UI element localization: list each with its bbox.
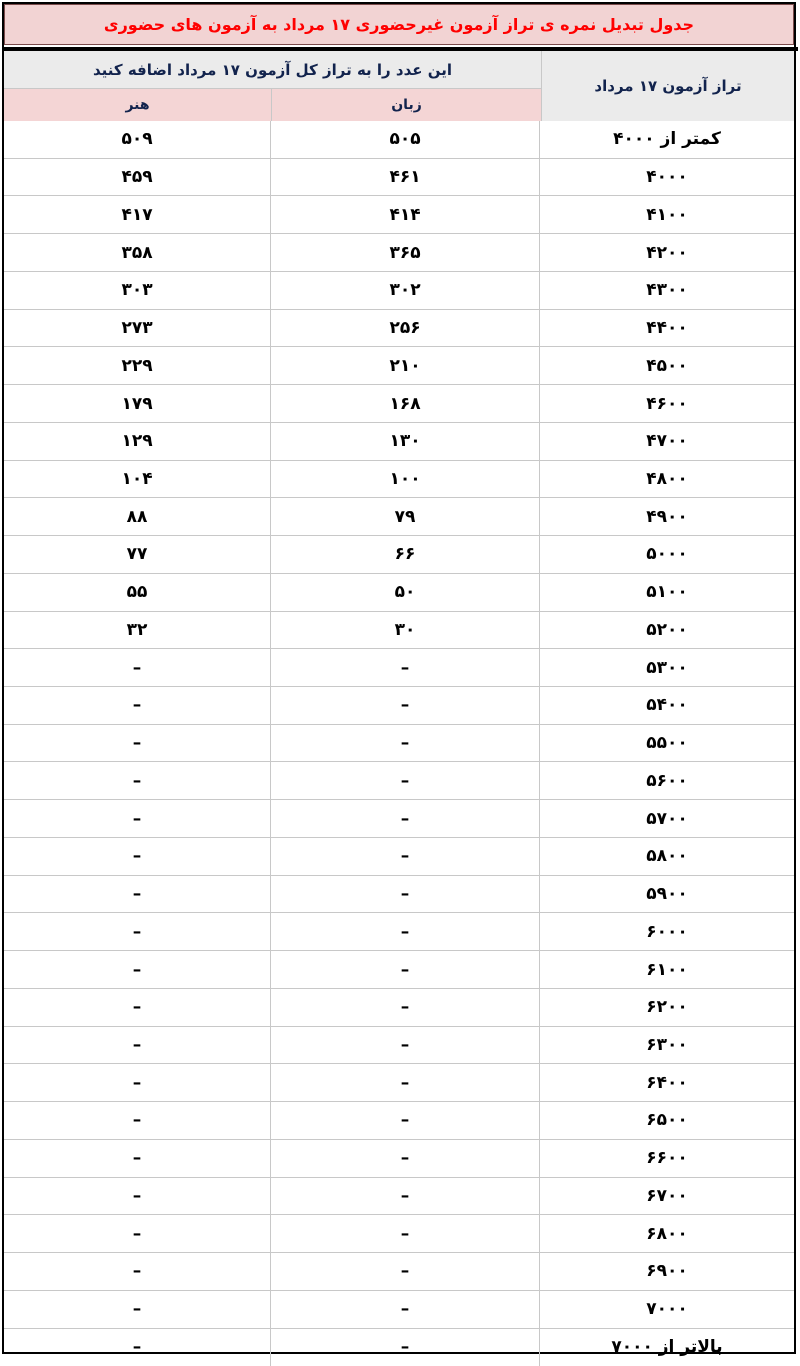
cell-lang: – <box>271 951 540 988</box>
cell-art: ۵۵ <box>4 574 271 611</box>
table-row <box>4 1253 794 1291</box>
table-row <box>4 234 794 272</box>
cell-art: – <box>4 1178 271 1215</box>
cell-art: – <box>4 800 271 837</box>
cell-lang: ۷۹ <box>271 498 540 535</box>
cell-taraz: ۴۲۰۰ <box>540 234 794 271</box>
cell-art: ۱۰۴ <box>4 461 271 498</box>
cell-art: ۴۵۹ <box>4 159 271 196</box>
cell-taraz: ۷۰۰۰ <box>540 1291 794 1328</box>
cell-art: – <box>4 1140 271 1177</box>
cell-art: ۲۷۳ <box>4 310 271 347</box>
cell-taraz: ۴۷۰۰ <box>540 423 794 460</box>
cell-taraz: ۴۰۰۰ <box>540 159 794 196</box>
cell-art: ۸۸ <box>4 498 271 535</box>
cell-lang: – <box>271 1215 540 1252</box>
header-art <box>4 89 271 121</box>
cell-taraz: ۶۱۰۰ <box>540 951 794 988</box>
table-row <box>4 1027 794 1065</box>
cell-taraz: ۵۹۰۰ <box>540 876 794 913</box>
cell-art: – <box>4 1291 271 1328</box>
conversion-table-body <box>4 121 794 1366</box>
cell-lang: ۶۶ <box>271 536 540 573</box>
table-row <box>4 800 794 838</box>
cell-lang: – <box>271 800 540 837</box>
table-row <box>4 121 794 159</box>
table-row <box>4 951 794 989</box>
cell-taraz: ۴۴۰۰ <box>540 310 794 347</box>
table-row <box>4 1215 794 1253</box>
header-lang <box>272 89 541 121</box>
cell-lang: – <box>271 913 540 950</box>
cell-lang: ۱۳۰ <box>271 423 540 460</box>
cell-lang: ۲۵۶ <box>271 310 540 347</box>
header-lang-label: زبان <box>391 97 422 113</box>
header-divider <box>541 51 542 121</box>
header-subdivider <box>271 89 272 121</box>
cell-taraz: ۴۱۰۰ <box>540 196 794 233</box>
cell-lang: – <box>271 876 540 913</box>
cell-lang: ۲۱۰ <box>271 347 540 384</box>
cell-taraz: ۶۸۰۰ <box>540 1215 794 1252</box>
cell-taraz: ۵۸۰۰ <box>540 838 794 875</box>
cell-lang: ۳۰۲ <box>271 272 540 309</box>
table-row <box>4 310 794 348</box>
table-row <box>4 1140 794 1178</box>
table-row <box>4 423 794 461</box>
cell-taraz: ۴۶۰۰ <box>540 385 794 422</box>
table-row <box>4 612 794 650</box>
cell-lang: – <box>271 687 540 724</box>
cell-lang: – <box>271 1329 540 1366</box>
cell-taraz: ۴۳۰۰ <box>540 272 794 309</box>
cell-lang: – <box>271 1064 540 1101</box>
table-row <box>4 838 794 876</box>
cell-lang: – <box>271 1178 540 1215</box>
cell-lang: – <box>271 762 540 799</box>
cell-art: ۳۰۳ <box>4 272 271 309</box>
cell-lang: – <box>271 649 540 686</box>
cell-art: – <box>4 725 271 762</box>
cell-taraz: ۵۵۰۰ <box>540 725 794 762</box>
table-row <box>4 385 794 423</box>
table-row <box>4 272 794 310</box>
cell-art: – <box>4 649 271 686</box>
cell-art: ۱۲۹ <box>4 423 271 460</box>
cell-lang: ۴۱۴ <box>271 196 540 233</box>
title-bar <box>4 4 794 45</box>
cell-lang: – <box>271 725 540 762</box>
cell-art: – <box>4 1329 271 1366</box>
cell-taraz: ۵۱۰۰ <box>540 574 794 611</box>
cell-lang: – <box>271 1027 540 1064</box>
cell-taraz: ۵۷۰۰ <box>540 800 794 837</box>
cell-taraz: ۶۹۰۰ <box>540 1253 794 1290</box>
table-row <box>4 762 794 800</box>
cell-art: – <box>4 1102 271 1139</box>
cell-lang: ۳۰ <box>271 612 540 649</box>
table-row <box>4 159 794 197</box>
cell-taraz: ۶۵۰۰ <box>540 1102 794 1139</box>
cell-lang: – <box>271 989 540 1026</box>
table-row <box>4 1102 794 1140</box>
cell-taraz: ۶۰۰۰ <box>540 913 794 950</box>
table-row <box>4 876 794 914</box>
cell-taraz: ۴۵۰۰ <box>540 347 794 384</box>
table-row <box>4 687 794 725</box>
cell-art: – <box>4 913 271 950</box>
cell-lang: – <box>271 1140 540 1177</box>
cell-art: – <box>4 1027 271 1064</box>
cell-art: – <box>4 951 271 988</box>
cell-lang: ۱۰۰ <box>271 461 540 498</box>
cell-art: ۵۰۹ <box>4 121 271 158</box>
cell-art: – <box>4 762 271 799</box>
table-row <box>4 574 794 612</box>
cell-art: ۳۲ <box>4 612 271 649</box>
cell-lang: ۱۶۸ <box>271 385 540 422</box>
cell-lang: ۵۰۵ <box>271 121 540 158</box>
cell-taraz: ۶۲۰۰ <box>540 989 794 1026</box>
cell-taraz: ۵۰۰۰ <box>540 536 794 573</box>
table-row <box>4 1178 794 1216</box>
cell-lang: – <box>271 1102 540 1139</box>
cell-taraz: ۵۴۰۰ <box>540 687 794 724</box>
cell-taraz: ۶۳۰۰ <box>540 1027 794 1064</box>
table-row <box>4 498 794 536</box>
cell-lang: – <box>271 1253 540 1290</box>
table-row <box>4 1329 794 1366</box>
table-row <box>4 1064 794 1102</box>
table-row <box>4 989 794 1027</box>
cell-art: ۲۲۹ <box>4 347 271 384</box>
header-art-label: هنر <box>125 97 149 113</box>
cell-taraz: ۶۷۰۰ <box>540 1178 794 1215</box>
header-hline <box>4 88 541 89</box>
cell-art: – <box>4 838 271 875</box>
table-row <box>4 913 794 951</box>
cell-taraz: ۵۲۰۰ <box>540 612 794 649</box>
table-row <box>4 725 794 763</box>
cell-taraz: ۵۶۰۰ <box>540 762 794 799</box>
table-row <box>4 347 794 385</box>
cell-art: ۷۷ <box>4 536 271 573</box>
cell-lang: ۵۰ <box>271 574 540 611</box>
table-row <box>4 536 794 574</box>
table-row <box>4 461 794 499</box>
cell-art: – <box>4 989 271 1026</box>
cell-lang: ۳۶۵ <box>271 234 540 271</box>
header-taraz <box>542 51 794 121</box>
cell-art: – <box>4 876 271 913</box>
header-add-group-label: این عدد را به تراز کل آزمون ۱۷ مرداد اضافه کنید <box>93 61 452 79</box>
cell-art: – <box>4 1064 271 1101</box>
cell-art: ۱۷۹ <box>4 385 271 422</box>
cell-art: ۴۱۷ <box>4 196 271 233</box>
table-row <box>4 649 794 687</box>
cell-art: – <box>4 1253 271 1290</box>
table-row <box>4 1291 794 1329</box>
table-row <box>4 196 794 234</box>
cell-art: – <box>4 1215 271 1252</box>
cell-lang: ۴۶۱ <box>271 159 540 196</box>
header-add-group <box>4 51 541 88</box>
cell-art: ۳۵۸ <box>4 234 271 271</box>
cell-lang: – <box>271 838 540 875</box>
cell-taraz: بالاتر از ۷۰۰۰ <box>540 1329 794 1366</box>
cell-lang: – <box>271 1291 540 1328</box>
cell-taraz: ۶۴۰۰ <box>540 1064 794 1101</box>
cell-taraz: ۴۹۰۰ <box>540 498 794 535</box>
cell-art: – <box>4 687 271 724</box>
cell-taraz: ۶۶۰۰ <box>540 1140 794 1177</box>
cell-taraz: ۴۸۰۰ <box>540 461 794 498</box>
cell-taraz: ۵۳۰۰ <box>540 649 794 686</box>
header-taraz-label: تراز آزمون ۱۷ مرداد <box>594 77 741 95</box>
table-title: جدول تبدیل نمره ی تراز آزمون غیرحضوری ۱۷ مرداد به آزمون های حضوری <box>104 15 694 34</box>
cell-taraz: کمتر از ۴۰۰۰ <box>540 121 794 158</box>
